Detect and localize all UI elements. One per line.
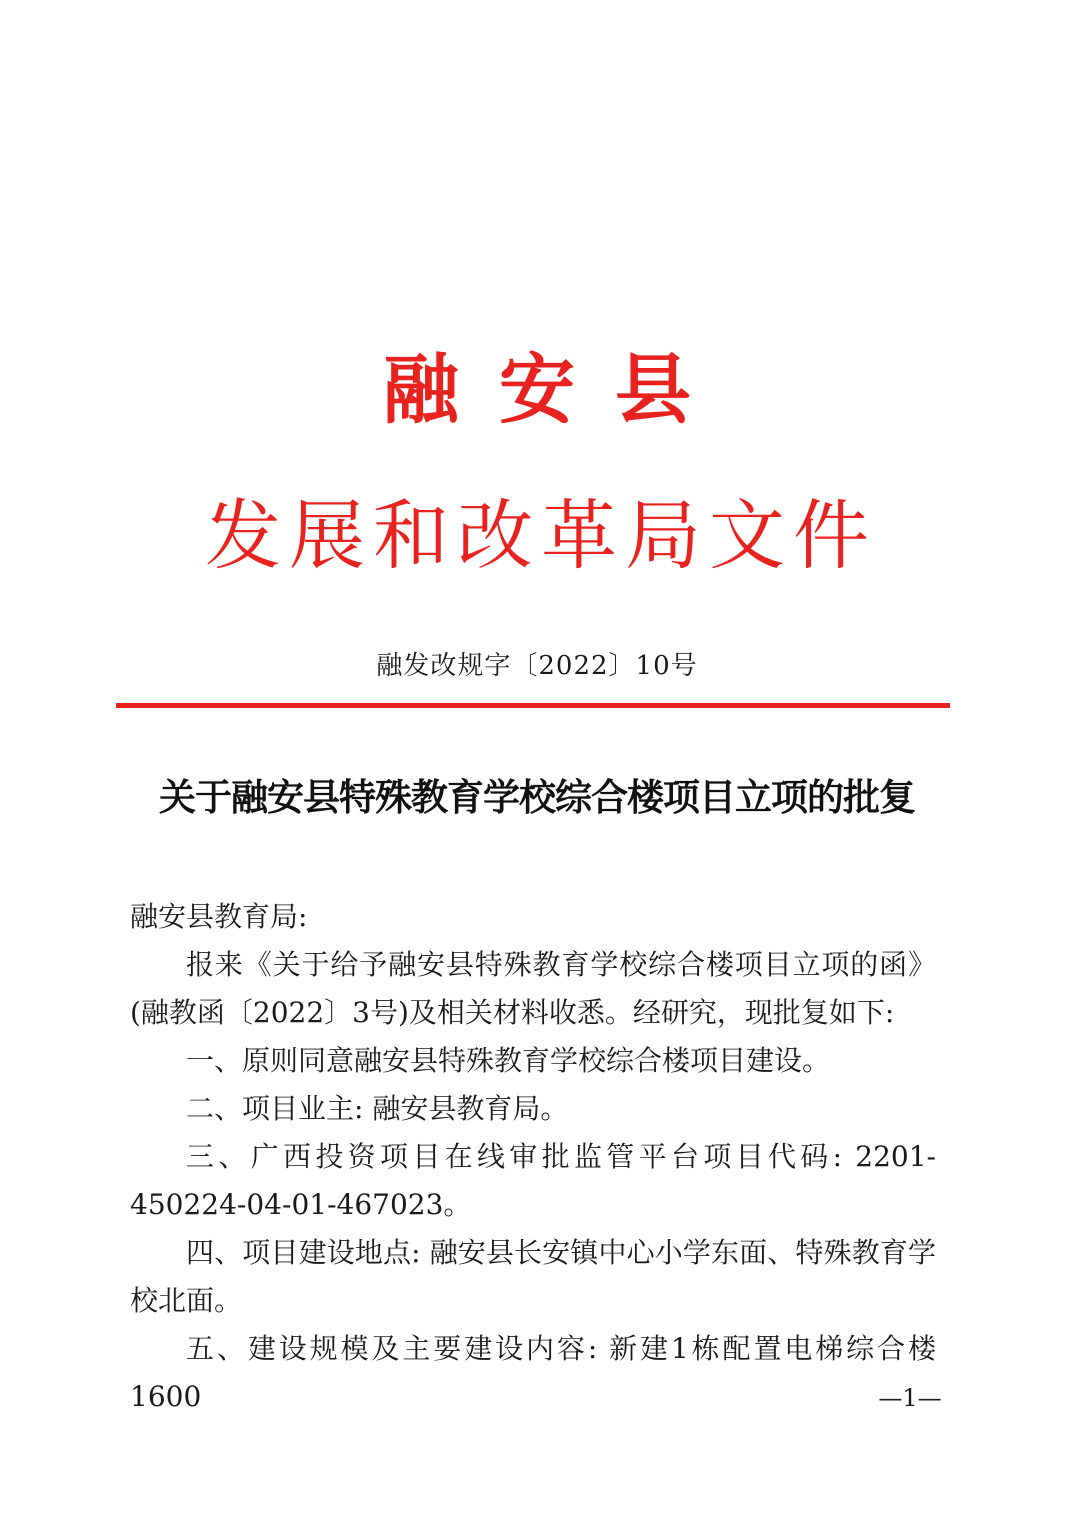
- document-title: 关于融安县特殊教育学校综合楼项目立项的批复: [159, 775, 915, 819]
- body-paragraph: 四、项目建设地点: 融安县长安镇中心小学东面、特殊教育学校北面。: [130, 1236, 936, 1317]
- body-paragraph: 二、项目业主: 融安县教育局。: [186, 1092, 569, 1125]
- document-header-title: 发展和改革局文件: [205, 491, 877, 580]
- page-number: —1—: [878, 1384, 942, 1412]
- body-paragraph: 三、广西投资项目在线审批监管平台项目代码: 2201-450224-04-01-467023。: [130, 1140, 936, 1221]
- body-paragraph: 报来《关于给予融安县特殊教育学校综合楼项目立项的函》(融教函〔2022〕3号)及相关材料收悉。经研究，现批复如下:: [130, 948, 936, 1029]
- document-number: 融发改规字〔2022〕10号: [376, 651, 698, 681]
- issuing-authority-name: 融安县: [383, 345, 731, 434]
- body-paragraph: 一、原则同意融安县特殊教育学校综合楼项目建设。: [186, 1044, 831, 1077]
- body-paragraph: 五、建设规模及主要建设内容: 新建1栋配置电梯综合楼1600: [130, 1332, 936, 1413]
- document-body: [130, 893, 936, 1421]
- red-separator-line: [116, 703, 950, 708]
- salutation: 融安县教育局:: [130, 900, 308, 933]
